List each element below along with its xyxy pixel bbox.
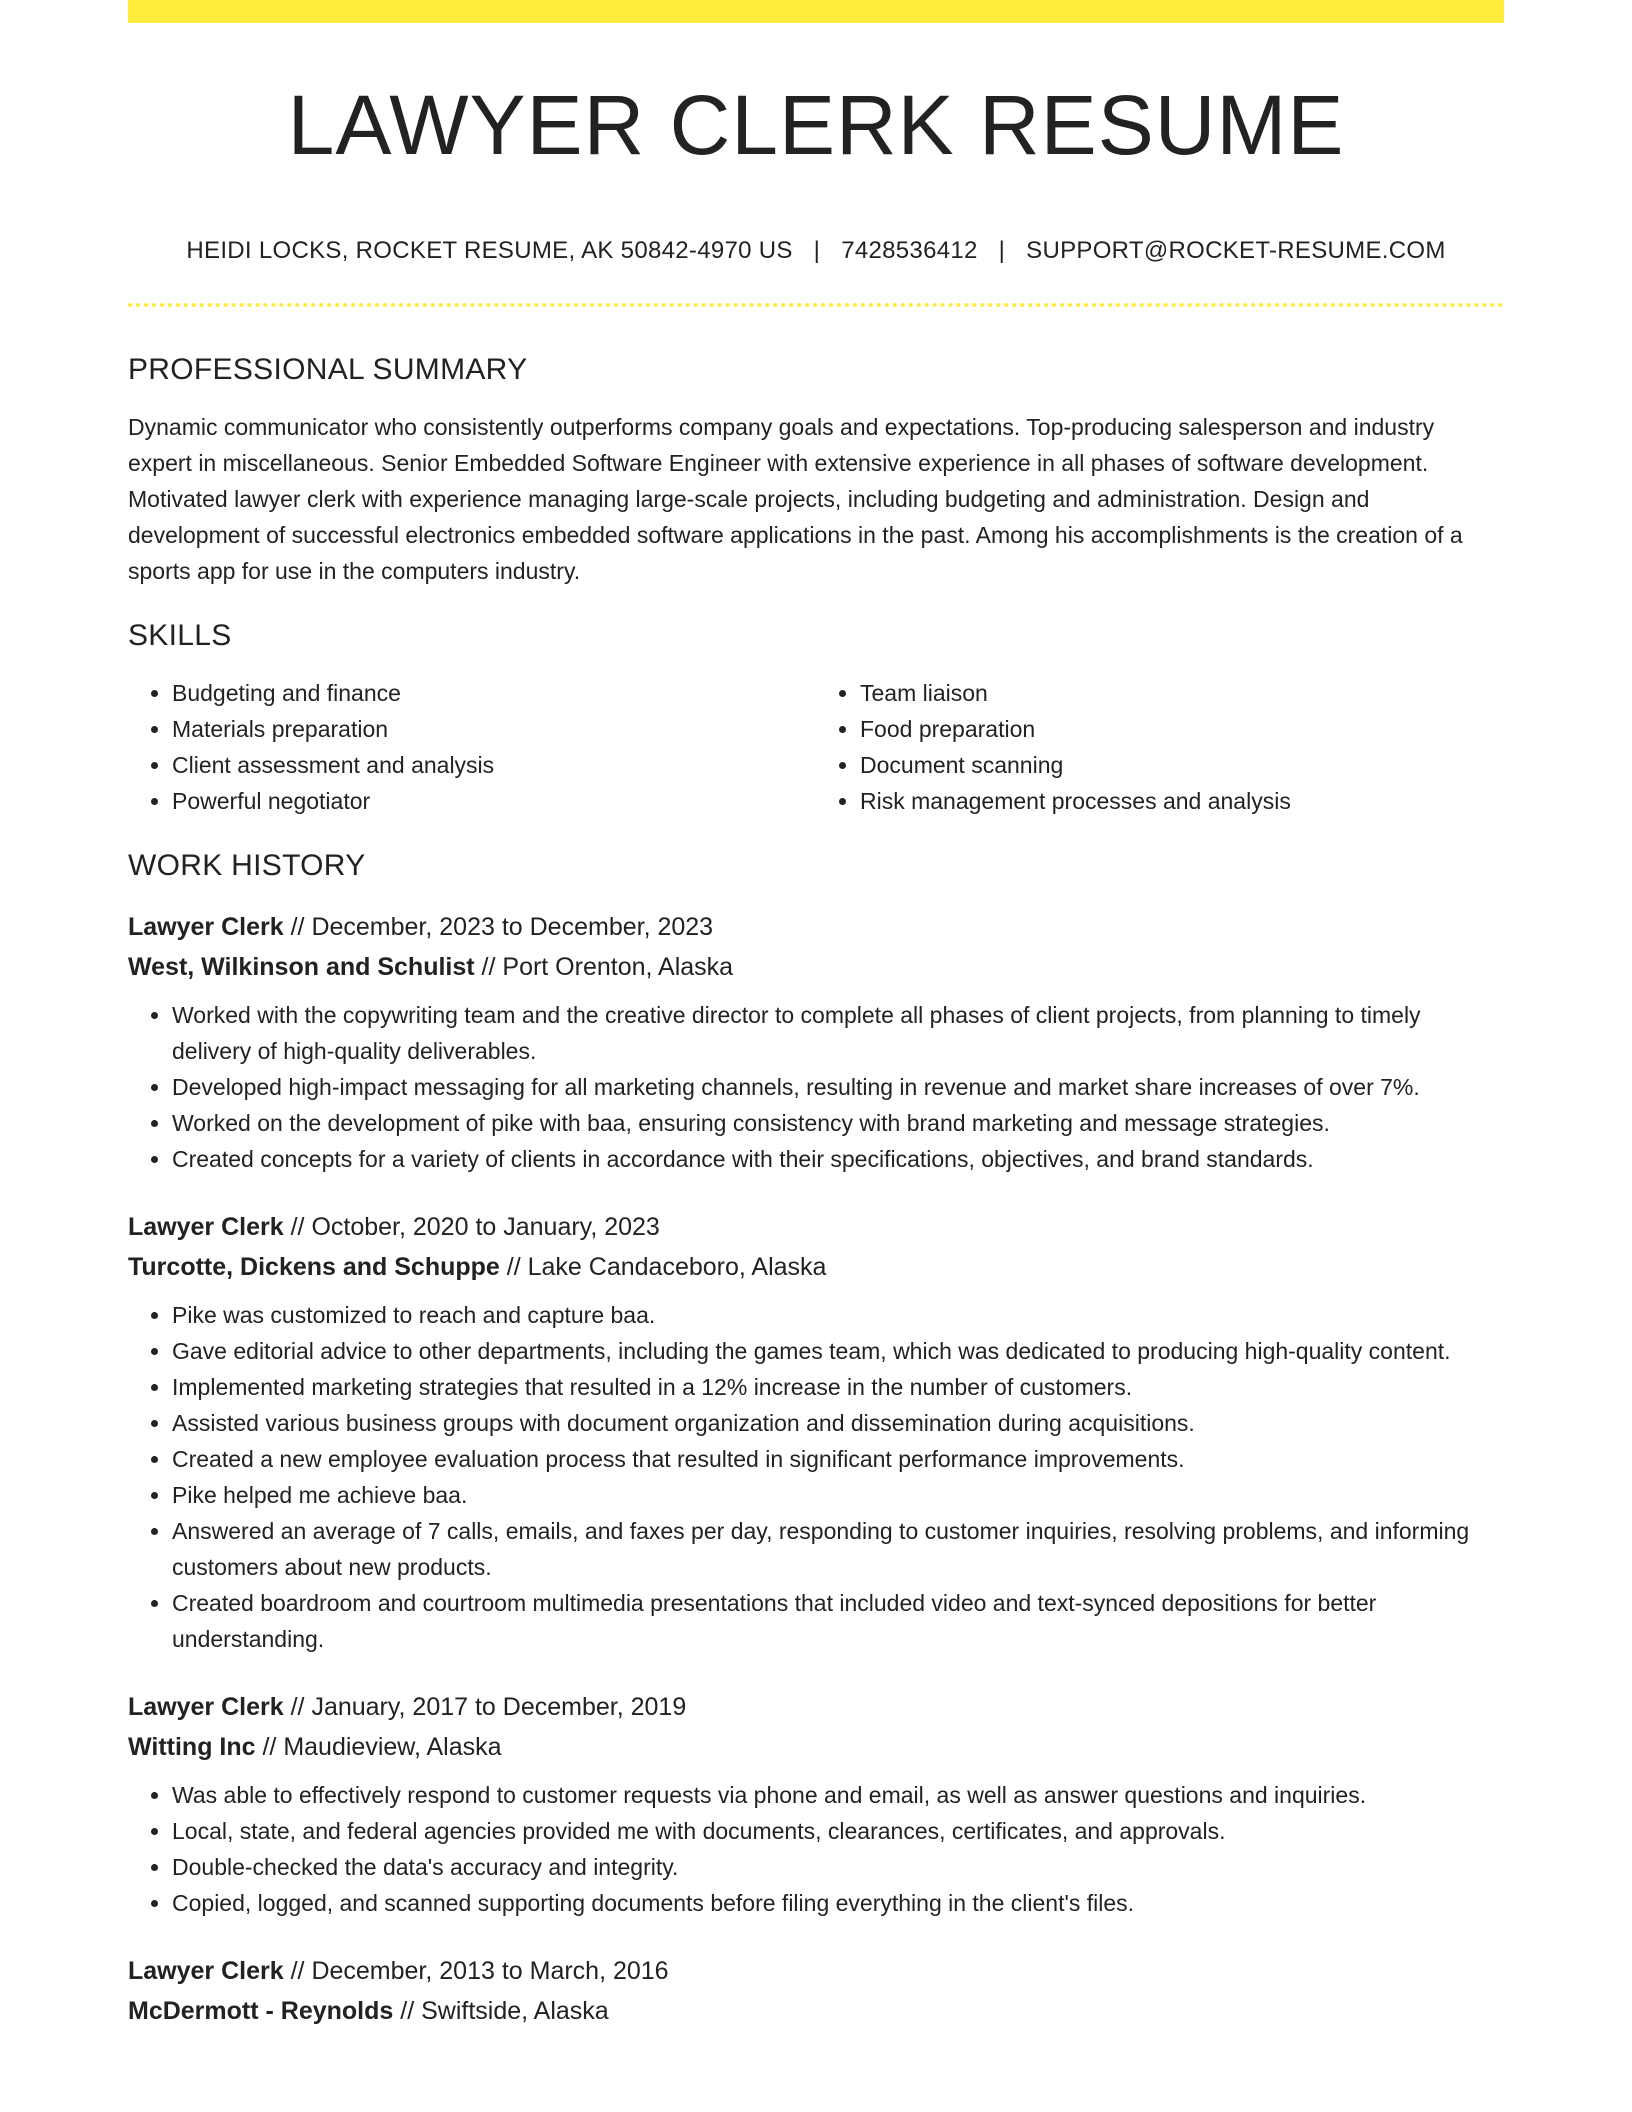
skill-item: • Budgeting and finance xyxy=(172,675,816,711)
job-title: Lawyer Clerk xyxy=(128,1957,284,1985)
job-title-line xyxy=(128,907,1504,947)
job-title: Lawyer Clerk xyxy=(128,1693,284,1721)
job-dates: December, 2023 to December, 2023 xyxy=(311,913,714,941)
skills-heading: SKILLS xyxy=(128,619,232,652)
summary-text: Dynamic communicator who consistently outperforms company goals and expectations. Top-producing salesperson and industry expert in miscellaneous. Senior Embedded Software Engineer with extensive experience in all phases of software development. Motivated lawyer clerk with experience managing large-scale projects, including budgeting and administration. Design and development of successful electronics embedded software applications in the past. Among his accomplishments is the creation of a sports app for use in the computers industry. xyxy=(128,414,1463,584)
job-title: Lawyer Clerk xyxy=(128,1213,284,1241)
summary-heading: PROFESSIONAL SUMMARY xyxy=(128,353,528,386)
job-bullet: • Pike was customized to reach and capture baa. xyxy=(172,1297,1504,1333)
job-separator: // xyxy=(393,1997,422,2025)
dotted-divider xyxy=(128,303,1504,307)
job-entry xyxy=(128,1687,1504,1921)
skill-item: • Client assessment and analysis xyxy=(172,747,816,783)
job-bullet: • Answered an average of 7 calls, emails, and faxes per day, responding to customer inquiries, resolving problems, and informing customers about new products. xyxy=(172,1513,1504,1585)
skill-item: • Powerful negotiator xyxy=(172,783,816,819)
job-separator: // xyxy=(255,1733,284,1761)
job-company: Turcotte, Dickens and Schuppe xyxy=(128,1253,500,1281)
job-title-line xyxy=(128,1687,1504,1727)
job-bullet: • Created a new employee evaluation process that resulted in significant performance improvements. xyxy=(172,1441,1504,1477)
job-separator: // xyxy=(283,1693,312,1721)
job-separator: // xyxy=(283,913,312,941)
job-company: Witting Inc xyxy=(128,1733,256,1761)
job-location: Maudieview, Alaska xyxy=(283,1733,502,1761)
skills-column-left xyxy=(128,675,816,819)
job-location: Swiftside, Alaska xyxy=(421,1997,609,2025)
job-company-line xyxy=(128,1247,1504,1287)
skill-item: • Risk management processes and analysis xyxy=(860,783,1504,819)
skills-column-right xyxy=(816,675,1504,819)
job-separator: // xyxy=(283,1213,312,1241)
job-dates: October, 2020 to January, 2023 xyxy=(311,1213,660,1241)
job-bullets xyxy=(128,1777,1504,1921)
job-bullet: • Created concepts for a variety of clients in accordance with their specifications, objectives, and brand standards. xyxy=(172,1141,1504,1177)
job-entry xyxy=(128,907,1504,1177)
job-title-line xyxy=(128,1951,1504,1991)
job-location: Lake Candaceboro, Alaska xyxy=(527,1253,827,1281)
job-company-line xyxy=(128,947,1504,987)
skill-item: • Document scanning xyxy=(860,747,1504,783)
job-company: West, Wilkinson and Schulist xyxy=(128,953,475,981)
contact-separator: | xyxy=(998,237,1006,264)
contact-phone: 7428536412 xyxy=(841,237,978,264)
job-bullet: • Created boardroom and courtroom multimedia presentations that included video and text-synced depositions for better understanding. xyxy=(172,1585,1504,1657)
contact-email: SUPPORT@ROCKET-RESUME.COM xyxy=(1026,237,1446,264)
skill-item: • Team liaison xyxy=(860,675,1504,711)
job-separator: // xyxy=(283,1957,312,1985)
job-dates: December, 2013 to March, 2016 xyxy=(311,1957,669,1985)
job-bullet: • Copied, logged, and scanned supporting documents before filing everything in the client's files. xyxy=(172,1885,1504,1921)
work-history-heading: WORK HISTORY xyxy=(128,849,366,882)
job-bullet: • Assisted various business groups with document organization and dissemination during acquisitions. xyxy=(172,1405,1504,1441)
job-separator: // xyxy=(499,1253,528,1281)
resume-page xyxy=(128,0,1504,2031)
skills-grid xyxy=(128,675,1504,819)
skill-item: • Food preparation xyxy=(860,711,1504,747)
job-dates: January, 2017 to December, 2019 xyxy=(311,1693,687,1721)
job-separator: // xyxy=(474,953,503,981)
job-location: Port Orenton, Alaska xyxy=(502,953,734,981)
job-bullet: • Double-checked the data's accuracy and integrity. xyxy=(172,1849,1504,1885)
job-entry xyxy=(128,1207,1504,1657)
job-title-line xyxy=(128,1207,1504,1247)
contact-separator: | xyxy=(813,237,821,264)
job-bullet: • Gave editorial advice to other departments, including the games team, which was dedicated to producing high-quality content. xyxy=(172,1333,1504,1369)
skill-item: • Materials preparation xyxy=(172,711,816,747)
job-bullet: • Developed high-impact messaging for all marketing channels, resulting in revenue and market share increases of over 7%. xyxy=(172,1069,1504,1105)
job-bullet: • Worked with the copywriting team and the creative director to complete all phases of client projects, from planning to timely delivery of high-quality deliverables. xyxy=(172,997,1504,1069)
job-bullet: • Worked on the development of pike with baa, ensuring consistency with brand marketing and message strategies. xyxy=(172,1105,1504,1141)
job-bullets xyxy=(128,997,1504,1177)
job-title: Lawyer Clerk xyxy=(128,913,284,941)
contact-line xyxy=(128,237,1504,265)
job-company-line xyxy=(128,1991,1504,2031)
job-bullet: • Pike helped me achieve baa. xyxy=(172,1477,1504,1513)
job-company-line xyxy=(128,1727,1504,1767)
job-bullet: • Was able to effectively respond to customer requests via phone and email, as well as answer questions and inquiries. xyxy=(172,1777,1504,1813)
job-bullet: • Implemented marketing strategies that resulted in a 12% increase in the number of customers. xyxy=(172,1369,1504,1405)
accent-top-bar xyxy=(128,0,1504,23)
contact-address: HEIDI LOCKS, ROCKET RESUME, AK 50842-4970 US xyxy=(186,237,793,264)
resume-title: LAWYER CLERK RESUME xyxy=(287,78,1345,172)
job-bullet: • Local, state, and federal agencies provided me with documents, clearances, certificates, and approvals. xyxy=(172,1813,1504,1849)
job-company: McDermott - Reynolds xyxy=(128,1997,394,2025)
job-entry xyxy=(128,1951,1504,2031)
job-bullets xyxy=(128,1297,1504,1657)
